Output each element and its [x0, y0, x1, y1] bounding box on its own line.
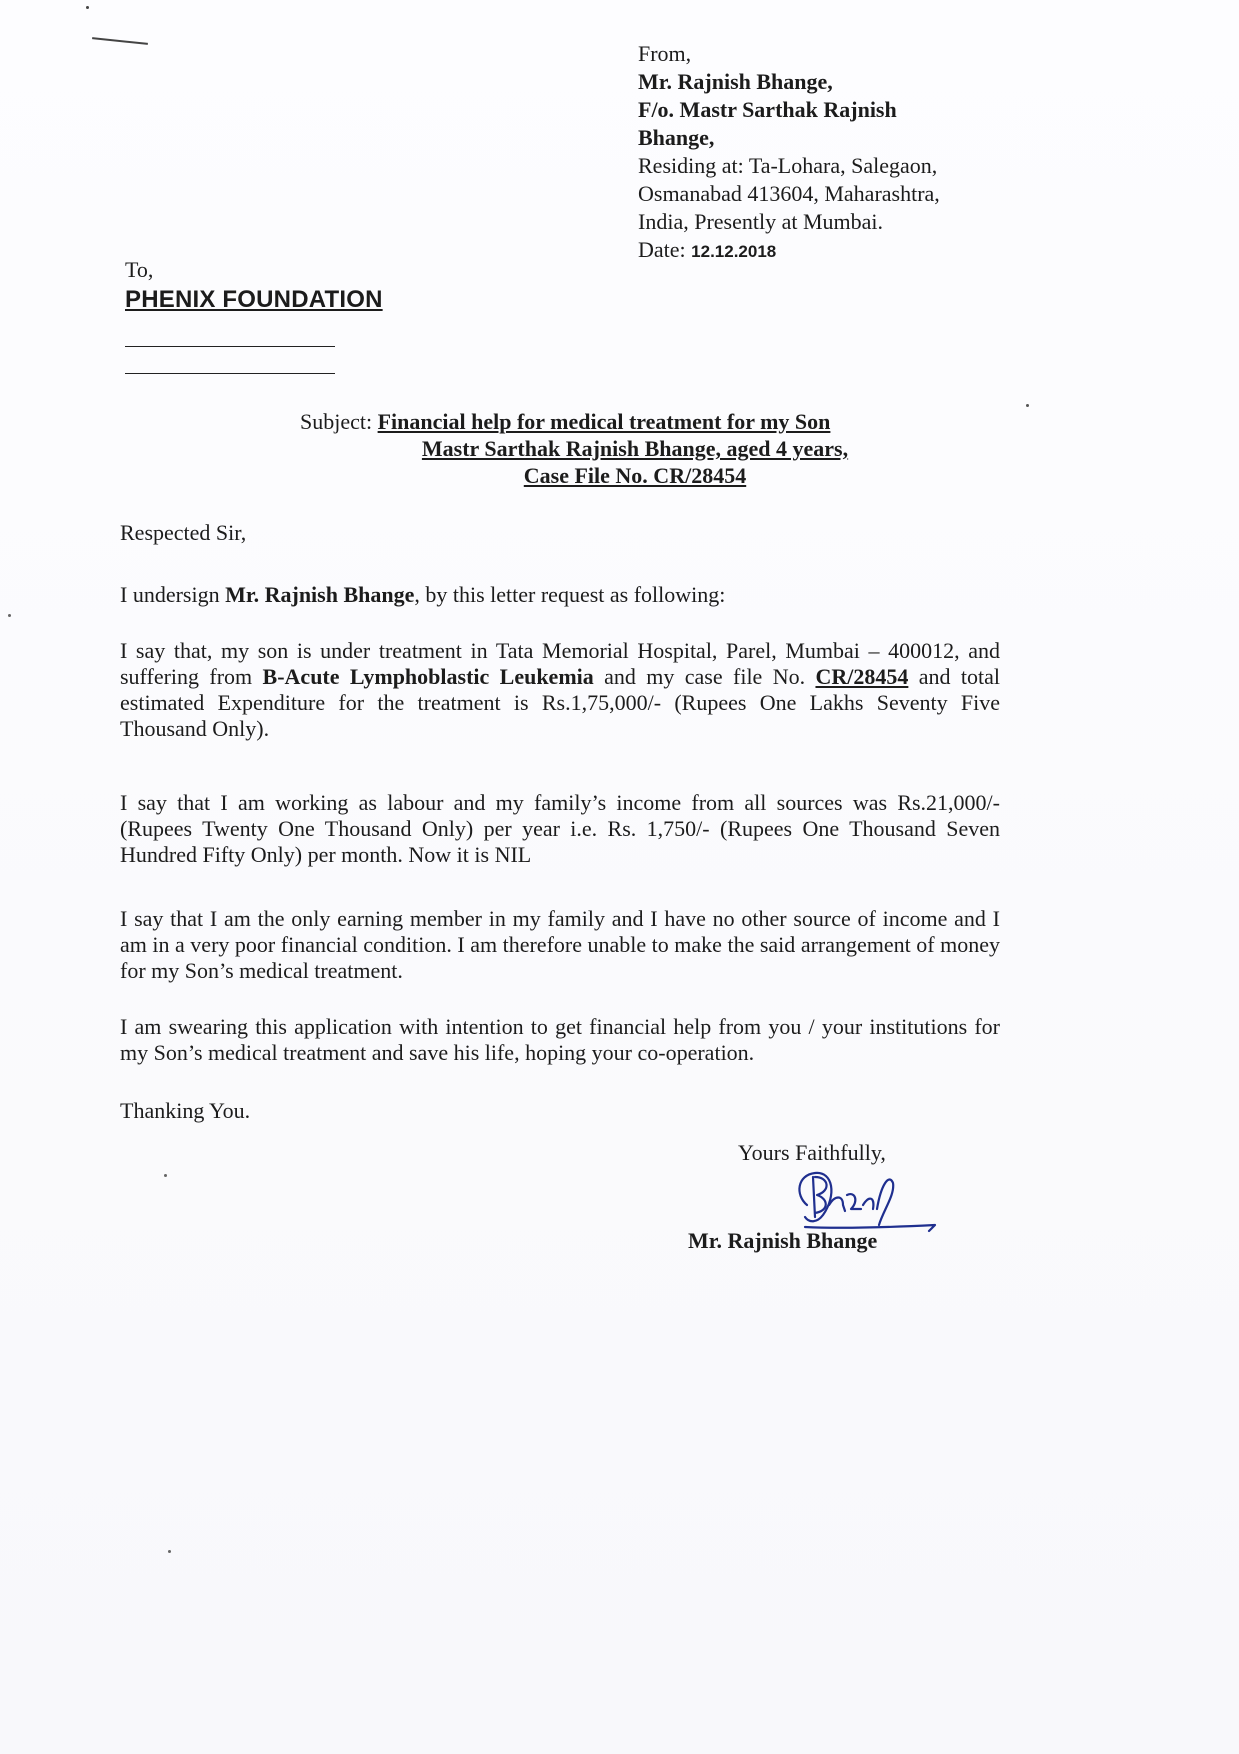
- sender-relation-cont: Bhange,: [638, 125, 715, 150]
- paragraph-income: I say that I am working as labour and my family’s income from all sources was Rs.21,000/- (Rupees Twenty One Thousand Only) per year i.e. Rs. 1,750/- (Rupees One Thousand Seven Hundred Fifty Only) per month. Now it is NIL: [120, 790, 1000, 867]
- date-value: 12.12.2018: [691, 242, 777, 261]
- scan-mark-dash: [92, 37, 148, 45]
- sender-relation: F/o. Mastr Sarthak Rajnish: [638, 97, 897, 122]
- date-label: Date:: [638, 237, 686, 262]
- paragraph-treatment: [120, 638, 1000, 742]
- closing-yours: Yours Faithfully,: [738, 1140, 886, 1165]
- to-label: To,: [125, 257, 154, 282]
- scan-speck: [1026, 404, 1029, 407]
- intro-text: I undersign: [120, 582, 226, 607]
- intro-name: Mr. Rajnish Bhange: [225, 582, 415, 607]
- case-number: CR/28454: [815, 664, 909, 689]
- sender-name: Mr. Rajnish Bhange,: [638, 69, 833, 94]
- address-line-1: Residing at: Ta-Lohara, Salegaon,: [638, 153, 938, 178]
- subject-line-1: Financial help for medical treatment for my Son: [377, 409, 831, 434]
- address-line-2: Osmanabad 413604, Maharashtra,: [638, 181, 940, 206]
- intro-text: , by this letter request as following:: [414, 582, 726, 607]
- date-row: [638, 236, 1038, 266]
- scan-mark-dot: [86, 6, 89, 9]
- recipient-name: PHENIX FOUNDATION: [125, 286, 383, 313]
- from-label: From,: [638, 41, 692, 66]
- paragraph-request: I am swearing this application with intention to get financial help from you / your institutions for my Son’s medical treatment and save his life, hoping your co-operation.: [120, 1014, 1000, 1065]
- thanks-line: Thanking You.: [120, 1098, 251, 1123]
- subject-line-2: Mastr Sarthak Rajnish Bhange, aged 4 years,: [421, 436, 849, 461]
- scan-speck: [164, 1174, 167, 1177]
- signature: [785, 1165, 955, 1235]
- paragraph-text: I say that, my son is under treatment in Tata Memorial Hospital, Parel, Mumbai – 400012, and suffering from: [120, 638, 1000, 689]
- disease-name: B-Acute Lymphoblastic Leukemia: [262, 664, 594, 689]
- intro-paragraph: [120, 582, 1000, 608]
- subject-block: [300, 408, 940, 489]
- paragraph-text: and my case file No.: [593, 664, 816, 689]
- scan-speck: [8, 614, 11, 617]
- paragraph-text: and total estimated Expenditure for the treatment is Rs.1,75,000/- (Rupees One Lakhs Seventy Five Thousand Only).: [120, 664, 1000, 741]
- blank-address-line: [125, 373, 335, 374]
- paragraph-financial-condition: I say that I am the only earning member in my family and I have no other source of income and I am in a very poor financial condition. I am therefore unable to make the said arrangement of money for my Son’s medical treatment.: [120, 906, 1000, 983]
- subject-label: Subject:: [300, 409, 373, 434]
- scan-speck: [168, 1550, 171, 1553]
- address-line-3: India, Presently at Mumbai.: [638, 209, 884, 234]
- signer-name: Mr. Rajnish Bhange: [688, 1228, 878, 1253]
- salutation: Respected Sir,: [120, 520, 247, 545]
- blank-address-line: [125, 346, 335, 347]
- recipient-block: [125, 256, 383, 314]
- subject-line-3: Case File No. CR/28454: [523, 463, 747, 488]
- sender-block: [638, 40, 1038, 266]
